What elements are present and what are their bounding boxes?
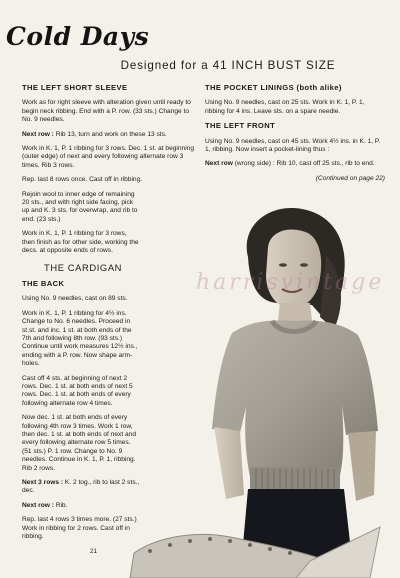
watermark: harrisvintage: [196, 270, 385, 295]
sleeve-paragraph-4: Rep. last 8 rows once. Cast off in ribbing.: [22, 176, 143, 184]
page-number: 21: [90, 548, 97, 555]
front-next-row-text: (wrong side) : Rib 10, cast off 25 sts., rib to end.: [232, 160, 375, 168]
continued-note: (Continued on page 22): [315, 174, 385, 182]
next-row-label-2: Next row :: [22, 501, 54, 509]
sleeve-paragraph-6: Work in K. 1, P. 1 ribbing for 3 rows, then finish as for other side, working the decs. at opposite ends of rows.: [22, 230, 139, 255]
next-row-label: Next row :: [22, 130, 54, 138]
next-row-text: Rib 13, turn and work on these 13 sts.: [53, 130, 167, 138]
model-photo: [120, 195, 400, 578]
heading-left-front: THE LEFT FRONT: [205, 121, 276, 131]
sleeve-paragraph-3: Work in K. 1, P. 1 ribbing for 3 rows. Dec. 1 st. at beginning (outer edge) of next and every following alternate row 3 times. Rib 3 rows.: [22, 145, 195, 169]
front-paragraph-2: [205, 160, 385, 168]
sleeve-paragraph-5: Rejoin wool to inner edge of remaining 20 sts., and with right side facing, pick up and K. 3 sts. for overwrap, and rib to end. (23 sts.): [22, 190, 138, 223]
heading-back: THE BACK: [22, 278, 65, 288]
back-paragraph-1: Using No. 9 needles, cast on 89 sts.: [22, 295, 128, 303]
back-paragraph-7: Rep. last 4 rows 3 times more. (27 sts.) Work in ribbing for 2 rows. Cast off in ribbing.: [22, 516, 137, 541]
back-paragraph-3: Cast off 4 sts. at beginning of next 2 rows. Dec. 1 st. at both ends of next 5 rows. Dec. 1 st. at both ends of every following alternate row 4 times.: [22, 374, 133, 407]
sleeve-paragraph-1: Work as for right sleeve with alteration given until ready to begin neck ribbing. End with a P. row. (33 sts.) Change to No. 9 needles.: [22, 99, 191, 124]
back-paragraph-4: Now dec. 1 st. at both ends of every following 4th row 3 times. Work 1 row, then dec. 1 st. at both ends of next and every following alternate row 5 times. (51 sts.) P. 1 row. Change to No. 9 needles. Continue in K. 1, P. 1, ribbing. Rib 2 rows.: [22, 414, 137, 472]
page-subtitle: Designed for a 41 INCH BUST SIZE: [120, 59, 336, 72]
heading-cardigan: THE CARDIGAN: [44, 261, 123, 273]
back-paragraph-2: Work in K. 1, P. 1 ribbing for 4½ ins. Change to No. 6 needles. Proceed in st.st. and inc. 1 st. at both ends of the 7th and following 8th row. (93 sts.) Continue until work measures 12½ ins., ending with a P. row. Now shape arm-holes.: [22, 309, 138, 368]
right-column: [205, 84, 385, 189]
sleeve-paragraph-2: [22, 131, 197, 139]
heading-left-short-sleeve: THE LEFT SHORT SLEEVE: [22, 83, 128, 92]
next-row-text-2: Rib.: [53, 501, 68, 509]
heading-pocket-linings: THE POCKET LININGS (both alike): [205, 83, 342, 92]
pocket-paragraph-1: Using No. 9 needles, cast on 25 sts. Work in K. 1, P. 1, ribbing for 4 ins. Leave sts. on a spare needle.: [205, 99, 365, 115]
front-paragraph-1: Using No. 9 needles, cast on 45 sts. Work 4½ ins. in K. 1, P. 1, ribbing. Now insert a pocket-lining thus :: [205, 137, 381, 154]
next-3-rows-label: Next 3 rows :: [22, 479, 64, 487]
page-title: Cold Days: [6, 22, 150, 51]
next-3-rows-text: K. 2 tog., rib to last 2 sts., dec.: [22, 479, 140, 495]
front-next-row-label: Next row: [205, 160, 233, 168]
